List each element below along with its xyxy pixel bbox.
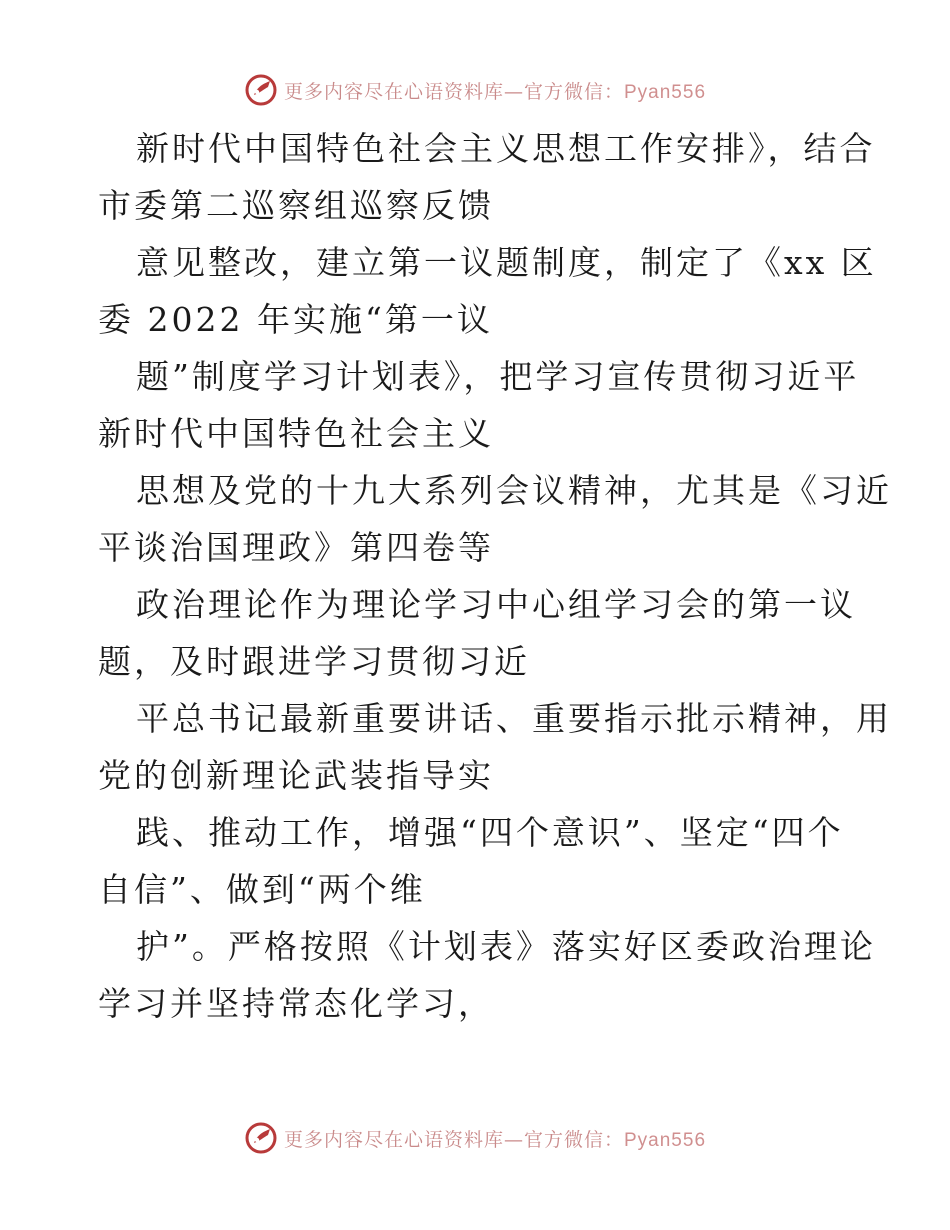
text-line: 自信”、做到“两个维 [98, 870, 426, 909]
text-line: 市委第二巡察组巡察反馈 [98, 186, 494, 225]
text-line: 党的创新理论武装指导实 [98, 756, 494, 795]
watermark-text: 更多内容尽在心语资料库—官方微信：Pyan556 [283, 80, 707, 103]
text-line: 思想及党的十九大系列会议精神，尤其是《习近 [136, 471, 892, 510]
text-line: 学习并坚持常态化学习， [98, 984, 494, 1023]
header-watermark [0, 70, 950, 110]
watermark-text: 更多内容尽在心语资料库—官方微信：Pyan556 [283, 1128, 707, 1151]
text-line: 题，及时跟进学习贯彻习近 [98, 642, 530, 681]
footer-watermark [0, 1118, 950, 1158]
text-line: 护”。严格按照《计划表》落实好区委政治理论 [136, 927, 876, 966]
text-line: 平总书记最新重要讲话、重要指示批示精神，用 [136, 699, 892, 738]
text-line: 政治理论作为理论学习中心组学习会的第一议 [136, 585, 856, 624]
brand-logo-icon [244, 73, 278, 107]
text-line: 委 2022 年实施“第一议 [98, 300, 493, 339]
document-body [98, 120, 892, 1032]
brand-logo-icon [244, 1121, 278, 1155]
text-line: 新时代中国特色社会主义思想工作安排》，结合 [136, 129, 876, 168]
text-line: 意见整改，建立第一议题制度，制定了《xx 区 [136, 243, 877, 282]
text-line: 新时代中国特色社会主义 [98, 414, 494, 453]
text-line: 平谈治国理政》第四卷等 [98, 528, 494, 567]
text-line: 题”制度学习计划表》，把学习宣传贯彻习近平 [136, 357, 860, 396]
text-line: 践、推动工作，增强“四个意识”、坚定“四个 [136, 813, 844, 852]
